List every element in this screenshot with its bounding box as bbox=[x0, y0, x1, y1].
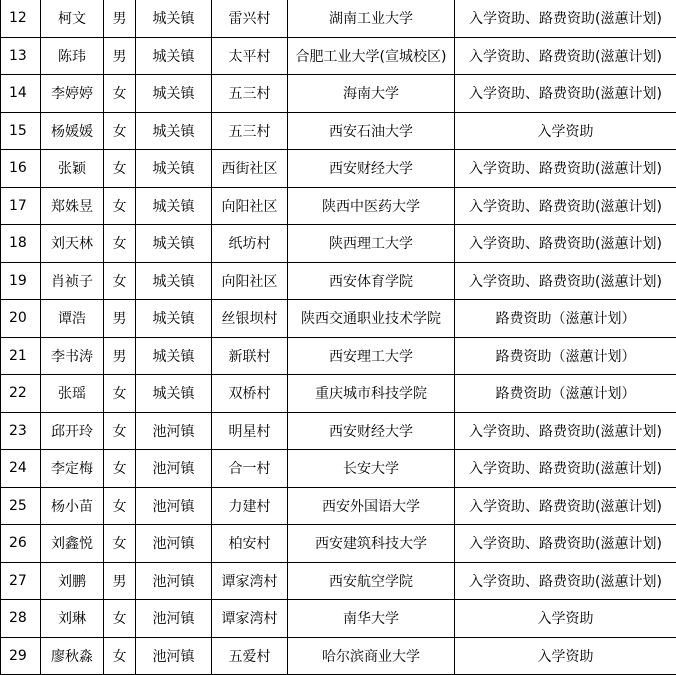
row-number-cell: 20 bbox=[1, 300, 41, 338]
aid-type-cell: 入学资助、路费资助(滋蕙计划) bbox=[455, 412, 676, 450]
gender-cell: 男 bbox=[104, 337, 136, 375]
town-cell: 池河镇 bbox=[136, 600, 212, 638]
gender-cell: 女 bbox=[104, 225, 136, 263]
row-number-cell: 22 bbox=[1, 375, 41, 413]
town-cell: 城关镇 bbox=[136, 262, 212, 300]
aid-type-cell: 入学资助、路费资助(滋蕙计划) bbox=[455, 75, 676, 113]
table-row bbox=[1, 187, 676, 225]
row-number-cell: 28 bbox=[1, 600, 41, 638]
university-cell: 重庆城市科技学院 bbox=[288, 375, 455, 413]
town-cell: 池河镇 bbox=[136, 487, 212, 525]
town-cell: 城关镇 bbox=[136, 112, 212, 150]
table-row bbox=[1, 412, 676, 450]
student-name-cell: 陈玮 bbox=[41, 37, 104, 75]
row-number-cell: 29 bbox=[1, 637, 41, 675]
row-number-cell: 26 bbox=[1, 525, 41, 563]
university-cell: 西安石油大学 bbox=[288, 112, 455, 150]
gender-cell: 男 bbox=[104, 562, 136, 600]
gender-cell: 女 bbox=[104, 262, 136, 300]
university-cell: 西安财经大学 bbox=[288, 412, 455, 450]
aid-type-cell: 路费资助（滋蕙计划） bbox=[455, 300, 676, 338]
row-number-cell: 23 bbox=[1, 412, 41, 450]
village-cell: 谭家湾村 bbox=[212, 600, 288, 638]
aid-type-cell: 入学资助 bbox=[455, 600, 676, 638]
town-cell: 城关镇 bbox=[136, 75, 212, 113]
aid-type-cell: 入学资助、路费资助(滋蕙计划) bbox=[455, 487, 676, 525]
university-cell: 西安理工大学 bbox=[288, 337, 455, 375]
student-name-cell: 刘鹏 bbox=[41, 562, 104, 600]
student-name-cell: 张颖 bbox=[41, 150, 104, 188]
town-cell: 城关镇 bbox=[136, 375, 212, 413]
row-number-cell: 16 bbox=[1, 150, 41, 188]
table-row bbox=[1, 150, 676, 188]
gender-cell: 女 bbox=[104, 487, 136, 525]
gender-cell: 男 bbox=[104, 37, 136, 75]
university-cell: 海南大学 bbox=[288, 75, 455, 113]
gender-cell: 女 bbox=[104, 450, 136, 488]
gender-cell: 女 bbox=[104, 525, 136, 563]
town-cell: 池河镇 bbox=[136, 450, 212, 488]
aid-type-cell: 路费资助（滋蕙计划） bbox=[455, 375, 676, 413]
student-name-cell: 杨媛媛 bbox=[41, 112, 104, 150]
university-cell: 陕西交通职业技术学院 bbox=[288, 300, 455, 338]
town-cell: 城关镇 bbox=[136, 300, 212, 338]
gender-cell: 女 bbox=[104, 75, 136, 113]
row-number-cell: 21 bbox=[1, 337, 41, 375]
student-name-cell: 李定梅 bbox=[41, 450, 104, 488]
student-name-cell: 李书涛 bbox=[41, 337, 104, 375]
aid-type-cell: 路费资助（滋蕙计划） bbox=[455, 337, 676, 375]
gender-cell: 女 bbox=[104, 600, 136, 638]
gender-cell: 女 bbox=[104, 187, 136, 225]
university-cell: 湖南工业大学 bbox=[288, 0, 455, 37]
university-cell: 哈尔滨商业大学 bbox=[288, 637, 455, 675]
gender-cell: 女 bbox=[104, 637, 136, 675]
town-cell: 城关镇 bbox=[136, 37, 212, 75]
row-number-cell: 24 bbox=[1, 450, 41, 488]
student-name-cell: 廖秋淼 bbox=[41, 637, 104, 675]
student-name-cell: 刘天林 bbox=[41, 225, 104, 263]
aid-type-cell: 入学资助、路费资助(滋蕙计划) bbox=[455, 37, 676, 75]
table-row bbox=[1, 487, 676, 525]
town-cell: 池河镇 bbox=[136, 525, 212, 563]
table-row bbox=[1, 450, 676, 488]
gender-cell: 女 bbox=[104, 150, 136, 188]
town-cell: 池河镇 bbox=[136, 562, 212, 600]
gender-cell: 女 bbox=[104, 112, 136, 150]
table-body bbox=[1, 0, 676, 675]
student-name-cell: 肖祯子 bbox=[41, 262, 104, 300]
row-number-cell: 17 bbox=[1, 187, 41, 225]
student-name-cell: 谭浩 bbox=[41, 300, 104, 338]
village-cell: 西街社区 bbox=[212, 150, 288, 188]
gender-cell: 女 bbox=[104, 412, 136, 450]
student-name-cell: 李婷婷 bbox=[41, 75, 104, 113]
village-cell: 向阳社区 bbox=[212, 262, 288, 300]
table-row bbox=[1, 337, 676, 375]
town-cell: 池河镇 bbox=[136, 412, 212, 450]
aid-type-cell: 入学资助、路费资助(滋蕙计划) bbox=[455, 225, 676, 263]
row-number-cell: 27 bbox=[1, 562, 41, 600]
table-row bbox=[1, 37, 676, 75]
village-cell: 谭家湾村 bbox=[212, 562, 288, 600]
village-cell: 双桥村 bbox=[212, 375, 288, 413]
university-cell: 陕西中医药大学 bbox=[288, 187, 455, 225]
aid-type-cell: 入学资助、路费资助(滋蕙计划) bbox=[455, 525, 676, 563]
row-number-cell: 12 bbox=[1, 0, 41, 37]
table-row bbox=[1, 225, 676, 263]
town-cell: 城关镇 bbox=[136, 225, 212, 263]
gender-cell: 女 bbox=[104, 375, 136, 413]
village-cell: 合一村 bbox=[212, 450, 288, 488]
gender-cell: 男 bbox=[104, 0, 136, 37]
town-cell: 城关镇 bbox=[136, 150, 212, 188]
table-row bbox=[1, 600, 676, 638]
table-row bbox=[1, 0, 676, 37]
university-cell: 西安建筑科技大学 bbox=[288, 525, 455, 563]
aid-type-cell: 入学资助、路费资助(滋蕙计划) bbox=[455, 450, 676, 488]
university-cell: 长安大学 bbox=[288, 450, 455, 488]
university-cell: 西安体育学院 bbox=[288, 262, 455, 300]
university-cell: 陕西理工大学 bbox=[288, 225, 455, 263]
row-number-cell: 25 bbox=[1, 487, 41, 525]
aid-type-cell: 入学资助 bbox=[455, 637, 676, 675]
student-name-cell: 张瑶 bbox=[41, 375, 104, 413]
table-row bbox=[1, 112, 676, 150]
row-number-cell: 18 bbox=[1, 225, 41, 263]
town-cell: 池河镇 bbox=[136, 637, 212, 675]
village-cell: 太平村 bbox=[212, 37, 288, 75]
row-number-cell: 15 bbox=[1, 112, 41, 150]
table-row bbox=[1, 375, 676, 413]
village-cell: 五爱村 bbox=[212, 637, 288, 675]
table-row bbox=[1, 300, 676, 338]
village-cell: 五三村 bbox=[212, 112, 288, 150]
student-name-cell: 刘琳 bbox=[41, 600, 104, 638]
student-name-cell: 杨小苗 bbox=[41, 487, 104, 525]
table-row bbox=[1, 262, 676, 300]
village-cell: 雷兴村 bbox=[212, 0, 288, 37]
table-row bbox=[1, 75, 676, 113]
village-cell: 向阳社区 bbox=[212, 187, 288, 225]
row-number-cell: 19 bbox=[1, 262, 41, 300]
town-cell: 城关镇 bbox=[136, 187, 212, 225]
gender-cell: 男 bbox=[104, 300, 136, 338]
village-cell: 五三村 bbox=[212, 75, 288, 113]
aid-type-cell: 入学资助、路费资助(滋蕙计划) bbox=[455, 187, 676, 225]
student-name-cell: 郑姝昱 bbox=[41, 187, 104, 225]
village-cell: 柏安村 bbox=[212, 525, 288, 563]
student-name-cell: 刘鑫悦 bbox=[41, 525, 104, 563]
aid-type-cell: 入学资助、路费资助(滋蕙计划) bbox=[455, 562, 676, 600]
student-name-cell: 柯文 bbox=[41, 0, 104, 37]
town-cell: 城关镇 bbox=[136, 0, 212, 37]
university-cell: 西安财经大学 bbox=[288, 150, 455, 188]
table-row bbox=[1, 637, 676, 675]
village-cell: 纸坊村 bbox=[212, 225, 288, 263]
university-cell: 西安外国语大学 bbox=[288, 487, 455, 525]
town-cell: 城关镇 bbox=[136, 337, 212, 375]
table-row bbox=[1, 562, 676, 600]
aid-type-cell: 入学资助 bbox=[455, 112, 676, 150]
row-number-cell: 14 bbox=[1, 75, 41, 113]
university-cell: 合肥工业大学(宣城校区) bbox=[288, 37, 455, 75]
village-cell: 新联村 bbox=[212, 337, 288, 375]
aid-type-cell: 入学资助、路费资助(滋蕙计划) bbox=[455, 150, 676, 188]
village-cell: 力建村 bbox=[212, 487, 288, 525]
university-cell: 西安航空学院 bbox=[288, 562, 455, 600]
student-name-cell: 邱开玲 bbox=[41, 412, 104, 450]
village-cell: 丝银坝村 bbox=[212, 300, 288, 338]
village-cell: 明星村 bbox=[212, 412, 288, 450]
aid-type-cell: 入学资助、路费资助(滋蕙计划) bbox=[455, 262, 676, 300]
aid-type-cell: 入学资助、路费资助(滋蕙计划) bbox=[455, 0, 676, 37]
table-row bbox=[1, 525, 676, 563]
university-cell: 南华大学 bbox=[288, 600, 455, 638]
row-number-cell: 13 bbox=[1, 37, 41, 75]
